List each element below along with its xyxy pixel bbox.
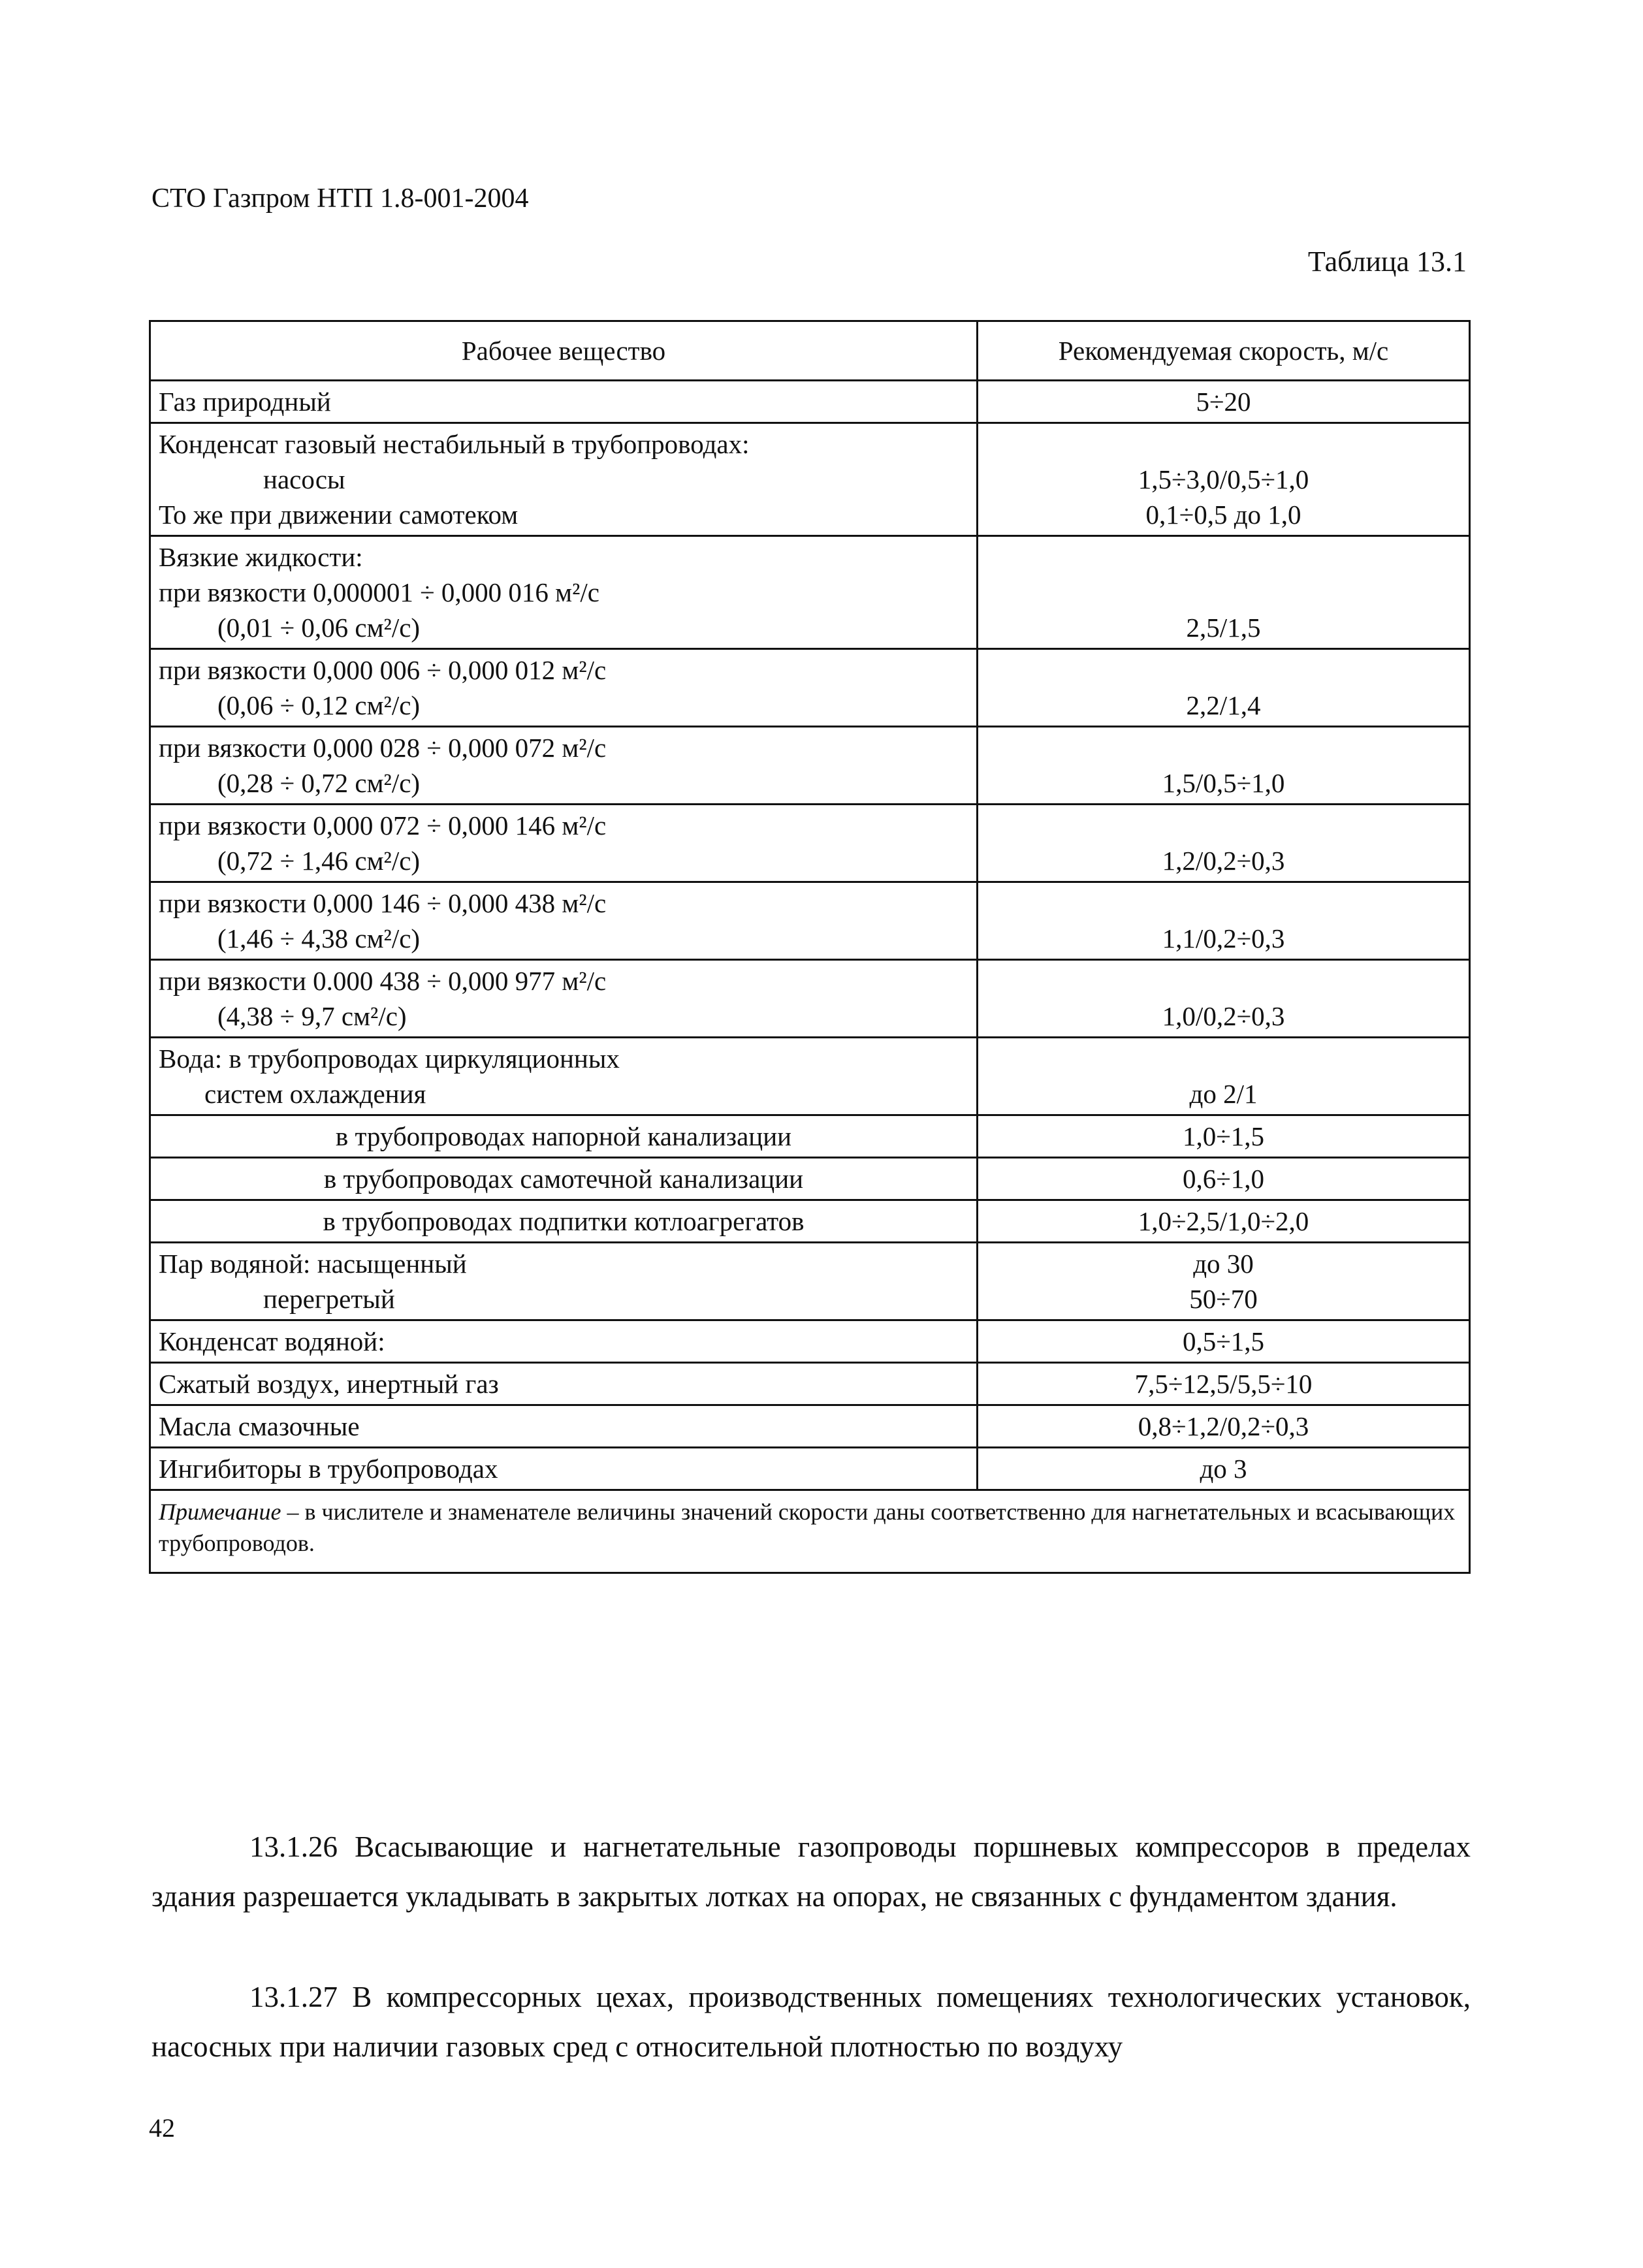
substance-cell	[150, 1158, 978, 1200]
table-row	[150, 1320, 1470, 1363]
substance-line: перегретый	[263, 1284, 395, 1314]
speed-line: 0,8÷1,2/0,2÷0,3	[1138, 1411, 1309, 1441]
table-note	[150, 1490, 1470, 1573]
paragraph-13-1-27: 13.1.27 В компрессорных цехах, производственных помещениях технологических установок, насосных при наличии газовых сред с относительной плотностью по воздуху	[152, 1981, 1471, 2063]
substance-line: Конденсат газовый нестабильный в трубопроводах:	[159, 429, 750, 459]
document-code: СТО Газпром НТП 1.8-001-2004	[152, 184, 529, 214]
substance-line: То же при движении самотеком	[159, 500, 518, 530]
substance-cell	[150, 381, 978, 423]
substance-line: насосы	[263, 464, 345, 494]
substance-cell	[150, 1200, 978, 1243]
speed-line: 0,1÷0,5 до 1,0	[1145, 500, 1301, 530]
paragraph-13-1-26: 13.1.26 Всасывающие и нагнетательные газопроводы поршневых компрессоров в пределах здания разрешается укладывать в закрытых лотках на опорах, не связанных с фундаментом здания.	[152, 1830, 1471, 1913]
substance-line: систем охлаждения	[204, 1079, 426, 1109]
table-row	[150, 960, 1470, 1038]
table-row	[150, 805, 1470, 882]
column-header-substance: Рабочее вещество	[150, 321, 978, 381]
substance-cell	[150, 1038, 978, 1115]
column-header-speed: Рекомендуемая скорость, м/с	[978, 321, 1470, 381]
speed-line: 1,0÷1,5	[1182, 1121, 1264, 1151]
speed-line: 1,5÷3,0/0,5÷1,0	[1138, 464, 1309, 494]
substance-line: Конденсат водяной:	[159, 1326, 385, 1356]
speed-cell	[978, 649, 1470, 727]
speed-cell	[978, 1405, 1470, 1448]
substance-line: при вязкости 0,000001 ÷ 0,000 016 м²/с	[159, 577, 599, 607]
speed-line: 5÷20	[1196, 387, 1251, 417]
speed-line: 0,6÷1,0	[1182, 1164, 1264, 1194]
substance-cell	[150, 649, 978, 727]
table-row	[150, 1448, 1470, 1490]
speed-line: 2,5/1,5	[1186, 613, 1261, 643]
substance-line: Газ природный	[159, 387, 331, 417]
note-label: Примечание	[159, 1499, 281, 1525]
substance-line: в трубопроводах подпитки котлоагрегатов	[323, 1206, 805, 1236]
substance-line: при вязкости 0,000 072 ÷ 0,000 146 м²/с	[159, 810, 607, 840]
substance-line: (1,46 ÷ 4,38 см²/с)	[217, 923, 421, 953]
speed-cell	[978, 1038, 1470, 1115]
table-row	[150, 381, 1470, 423]
substance-cell	[150, 1320, 978, 1363]
substance-line: при вязкости 0.000 438 ÷ 0,000 977 м²/с	[159, 966, 607, 996]
substance-cell	[150, 805, 978, 882]
substance-cell	[150, 882, 978, 960]
substance-line: при вязкости 0,000 006 ÷ 0,000 012 м²/с	[159, 655, 607, 685]
speed-cell	[978, 536, 1470, 649]
table-row	[150, 649, 1470, 727]
speed-cell	[978, 1320, 1470, 1363]
table-row	[150, 536, 1470, 649]
substance-line: (0,01 ÷ 0,06 см²/с)	[217, 613, 421, 643]
substance-line: Вязкие жидкости:	[159, 542, 363, 572]
substance-cell	[150, 1363, 978, 1405]
substance-line: в трубопроводах напорной канализации	[335, 1121, 792, 1151]
speed-cell	[978, 960, 1470, 1038]
table-row	[150, 1115, 1470, 1158]
table-row	[150, 1158, 1470, 1200]
speed-line: до 2/1	[1189, 1079, 1258, 1109]
speed-line: 1,2/0,2÷0,3	[1162, 846, 1285, 876]
table-row	[150, 882, 1470, 960]
table-row	[150, 1200, 1470, 1243]
speed-line: 1,0÷2,5/1,0÷2,0	[1138, 1206, 1309, 1236]
speed-cell	[978, 1158, 1470, 1200]
substance-line: (0,72 ÷ 1,46 см²/с)	[217, 846, 421, 876]
page-number: 42	[149, 2113, 175, 2143]
table-row	[150, 1405, 1470, 1448]
substance-line: при вязкости 0,000 028 ÷ 0,000 072 м²/с	[159, 733, 607, 763]
substance-line: (0,28 ÷ 0,72 см²/с)	[217, 768, 421, 798]
substance-line: Пар водяной: насыщенный	[159, 1249, 467, 1279]
substance-cell	[150, 1405, 978, 1448]
speed-line: 0,5÷1,5	[1182, 1326, 1264, 1356]
table-row	[150, 423, 1470, 536]
substance-cell	[150, 423, 978, 536]
note-text: – в числителе и знаменателе величины значений скорости даны соответственно для нагнетательных и всасывающих трубопроводов.	[159, 1499, 1456, 1556]
speed-table	[149, 320, 1471, 1574]
substance-line: Вода: в трубопроводах циркуляционных	[159, 1044, 620, 1074]
speed-line: до 30	[1193, 1249, 1254, 1279]
table-row	[150, 727, 1470, 805]
speed-cell	[978, 1115, 1470, 1158]
speed-line: 7,5÷12,5/5,5÷10	[1134, 1369, 1313, 1399]
substance-line: Ингибиторы в трубопроводах	[159, 1454, 498, 1484]
speed-line: 1,1/0,2÷0,3	[1162, 923, 1285, 953]
speed-line: 50÷70	[1189, 1284, 1258, 1314]
substance-cell	[150, 727, 978, 805]
substance-cell	[150, 1448, 978, 1490]
speed-cell	[978, 805, 1470, 882]
substance-line: Масла смазочные	[159, 1411, 360, 1441]
speed-cell	[978, 1363, 1470, 1405]
substance-cell	[150, 1243, 978, 1320]
table-note-row	[150, 1490, 1470, 1573]
speed-cell	[978, 1200, 1470, 1243]
table-header-row	[150, 321, 1470, 381]
speed-line: 1,5/0,5÷1,0	[1162, 768, 1285, 798]
speed-cell	[978, 381, 1470, 423]
substance-line: в трубопроводах самотечной канализации	[323, 1164, 804, 1194]
speed-cell	[978, 1243, 1470, 1320]
table-row	[150, 1363, 1470, 1405]
speed-line: 1,0/0,2÷0,3	[1162, 1001, 1285, 1031]
substance-line: (0,06 ÷ 0,12 см²/с)	[217, 690, 421, 720]
substance-cell	[150, 536, 978, 649]
table-row	[150, 1243, 1470, 1320]
speed-line: до 3	[1200, 1454, 1247, 1484]
table-caption: Таблица 13.1	[1307, 246, 1467, 278]
table-row	[150, 1038, 1470, 1115]
speed-cell	[978, 727, 1470, 805]
substance-cell	[150, 1115, 978, 1158]
speed-cell	[978, 1448, 1470, 1490]
speed-line: 2,2/1,4	[1186, 690, 1261, 720]
substance-cell	[150, 960, 978, 1038]
speed-cell	[978, 423, 1470, 536]
substance-line: Сжатый воздух, инертный газ	[159, 1369, 499, 1399]
substance-line: (4,38 ÷ 9,7 см²/с)	[217, 1001, 407, 1031]
substance-line: при вязкости 0,000 146 ÷ 0,000 438 м²/с	[159, 888, 607, 918]
speed-cell	[978, 882, 1470, 960]
